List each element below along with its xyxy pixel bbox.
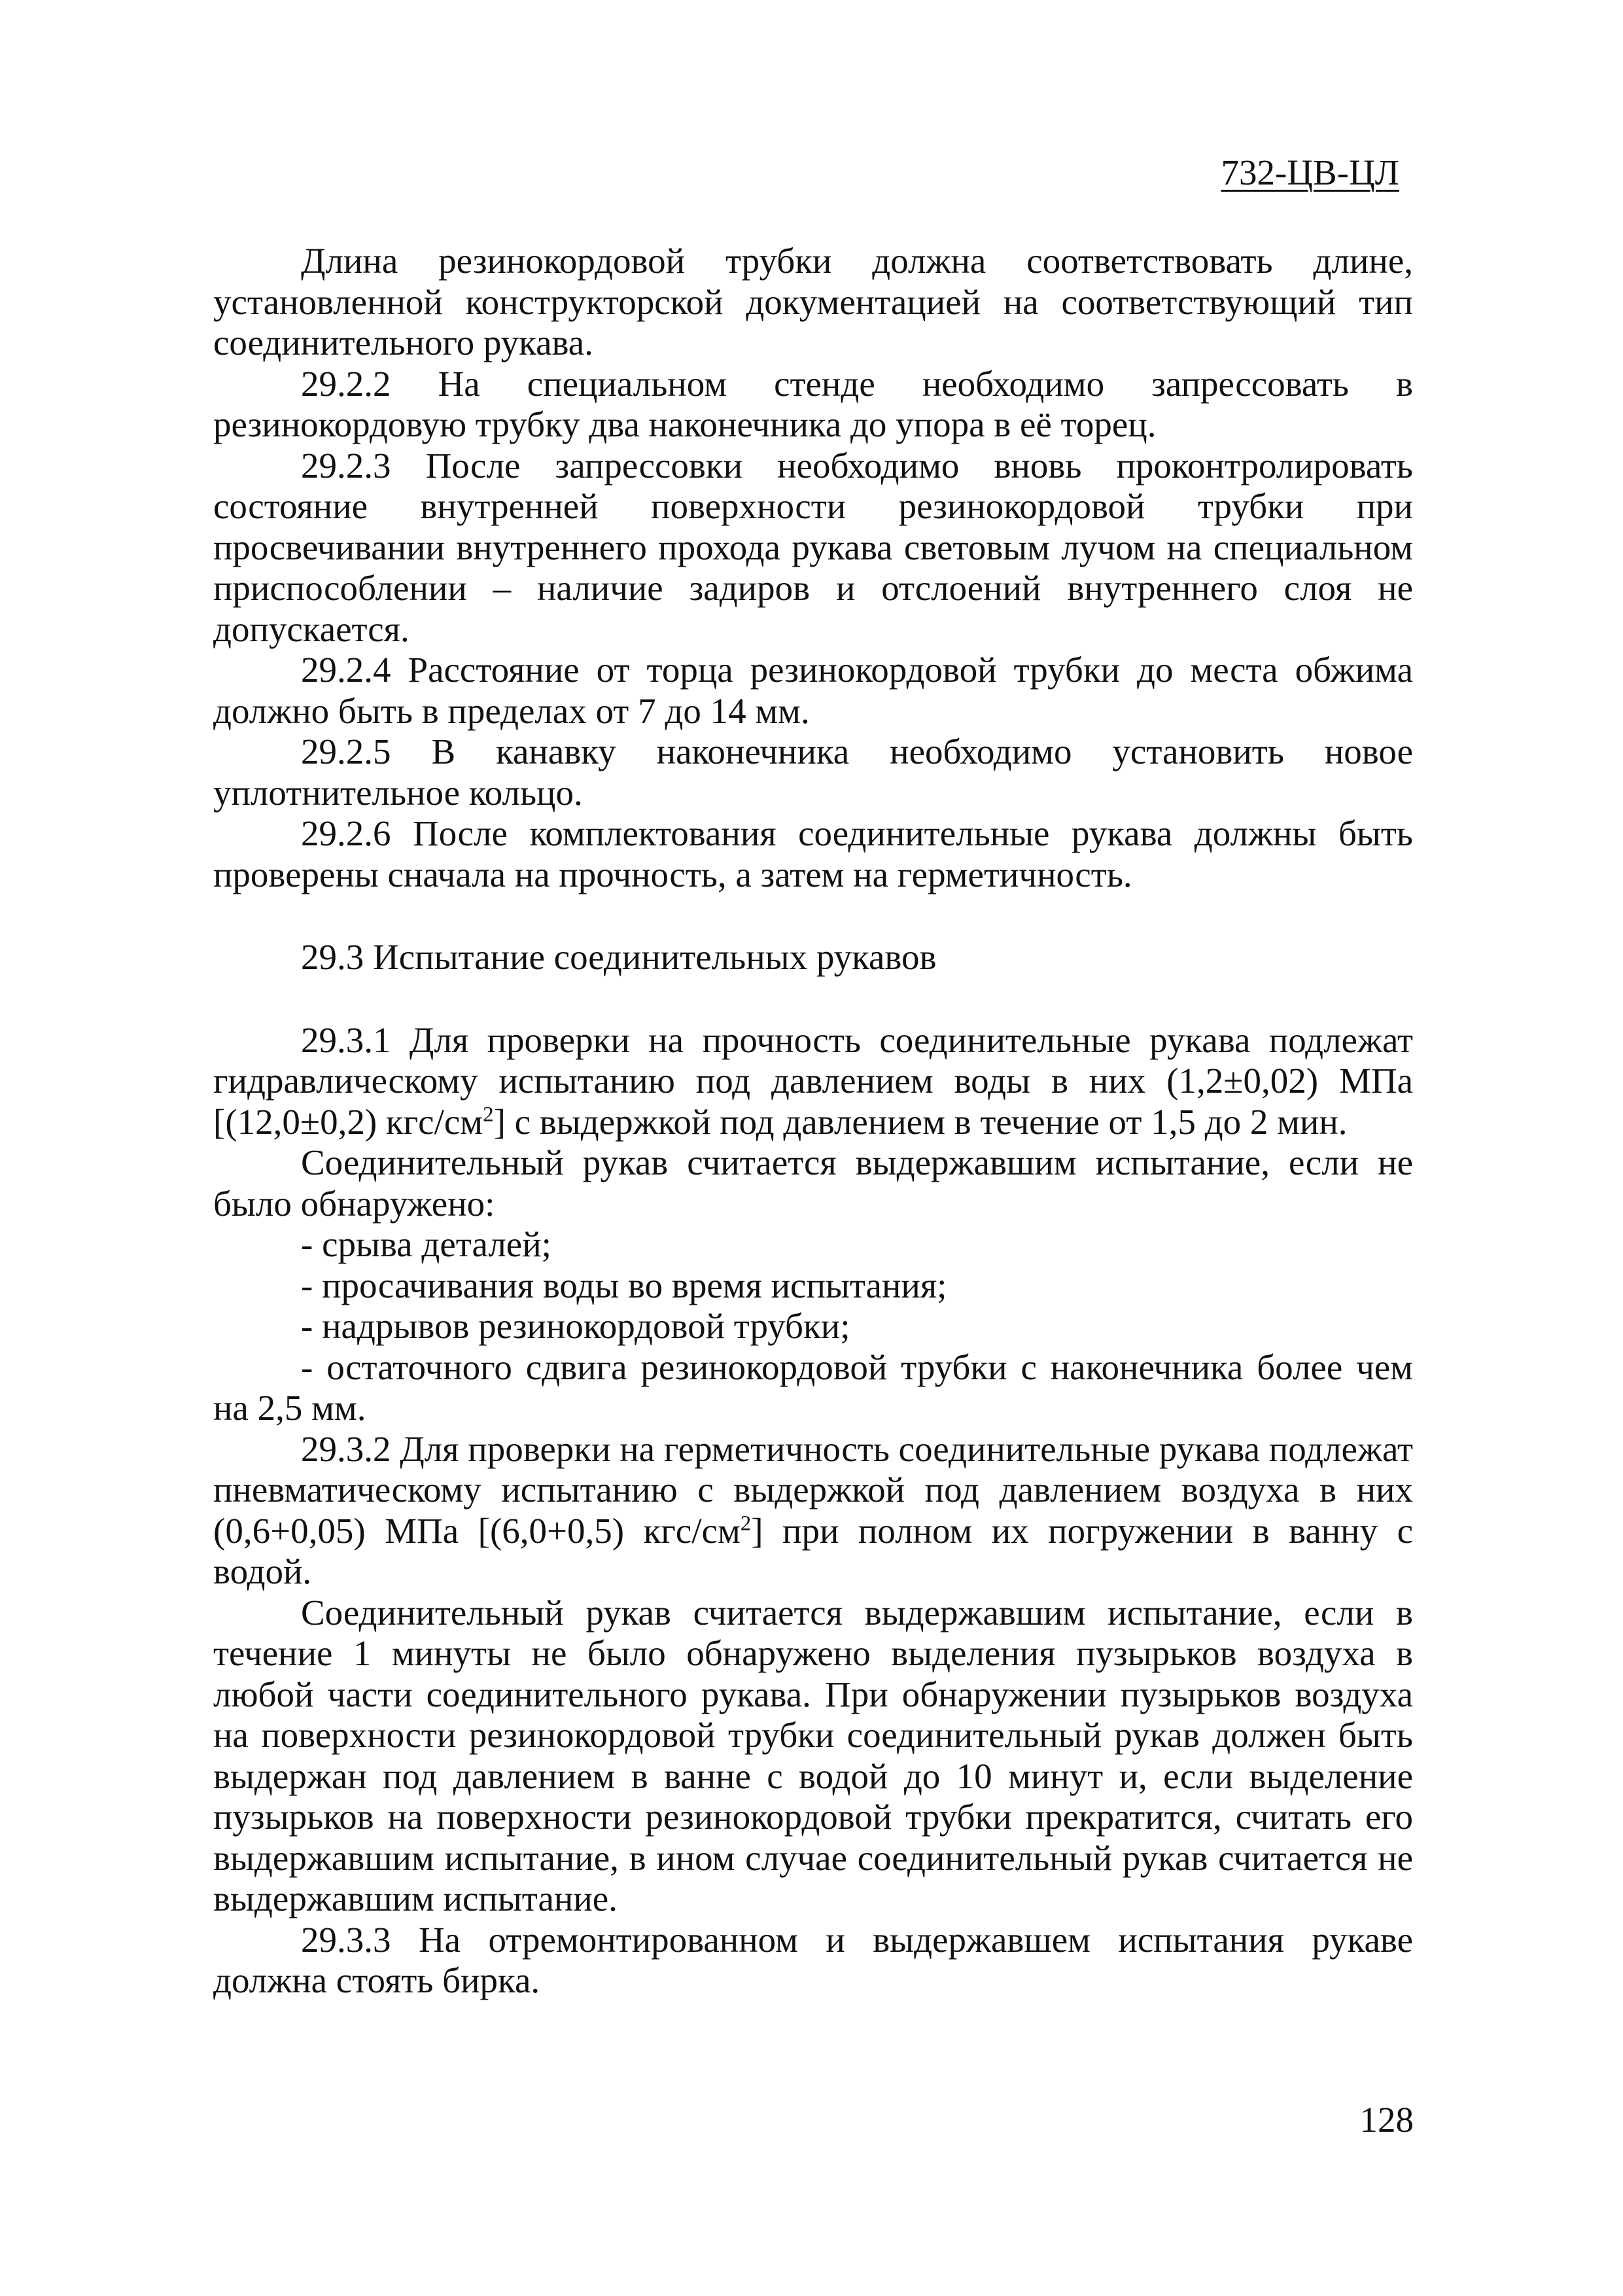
paragraph-29-2-4: 29.2.4 Расстояние от торца резинокордовой трубки до места обжима должно быть в пределах от 7 до 14 мм.	[213, 650, 1413, 731]
document-body	[213, 241, 1413, 2002]
paragraph-passed-conditions: Соединительный рукав считается выдержавшим испытание, если не было обнаружено:	[213, 1142, 1413, 1224]
unit-exponent: 2	[740, 1511, 752, 1536]
section-heading-29-3: 29.3 Испытание соединительных рукавов	[301, 937, 937, 977]
list-item-parts-breakaway: - срыва деталей;	[301, 1224, 551, 1264]
unit-exponent: 2	[483, 1103, 494, 1127]
paragraph-29-2-6: 29.2.6 После комплектования соединительные рукава должны быть проверены сначала на прочность, а затем на герметичность.	[213, 813, 1413, 894]
paragraph-tube-length: Длина резинокордовой трубки должна соответствовать длине, установленной конструкторской документацией на соответствующий тип соединительного рукава.	[213, 241, 1413, 362]
paragraph-29-2-3: 29.2.3 После запрессовки необходимо вновь проконтролировать состояние внутренней поверхности резинокордовой трубки при просвечивании внутреннего прохода рукава световым лучом на специальном приспособлении – наличие задиров и отслоений внутреннего слоя не допускается.	[213, 445, 1413, 649]
paragraph-air-bubbles: Соединительный рукав считается выдержавшим испытание, если в течение 1 минуты не было обнаружено выделения пузырьков воздуха в любой части соединительного рукава. При обнаружении пузырьков воздуха на поверхности резинокордовой трубки соединительный рукав должен быть выдержан под давлением в ванне с водой до 10 минут и, если выделение пузырьков на поверхности резинокордовой трубки прекратится, считать его выдержавшим испытание, в ином случае соединительный рукав считается не выдержавшим испытание.	[213, 1592, 1413, 1918]
paragraph-29-3-3: 29.3.3 На отремонтированном и выдержавшем испытания рукаве должна стоять бирка.	[213, 1919, 1413, 2000]
paragraph-29-3-1: 29.3.1 Для проверки на прочность соединительные рукава подлежат гидравлическому испытанию под давлением воды в них (1,2±0,02) МПа [(12,0±0,2) кгс/$см^2$] с выдержкой под давлением в течение от 1,5 до 2 мин.	[213, 1019, 1413, 1142]
paragraph-29-3-2: 29.3.2 Для проверки на герметичность соединительные рукава подлежат пневматическому испытанию с выдержкой под давлением воздуха в них (0,6+0,05) МПа [(6,0+0,5) кгс/$см^2$] при полном их погружении в ванну с водой.	[213, 1428, 1413, 1591]
list-item-residual-shift: - остаточного сдвига резинокордовой трубки с наконечника более чем на 2,5 мм.	[213, 1347, 1413, 1428]
paragraph-29-2-2: 29.2.2 На специальном стенде необходимо запрессовать в резинокордовую трубку два наконечника до упора в её торец.	[213, 363, 1413, 444]
page-number: 128	[1359, 2100, 1414, 2140]
list-item-tube-tears: - надрывов резинокордовой трубки;	[301, 1306, 850, 1346]
paragraph-29-2-5: 29.2.5 В канавку наконечника необходимо установить новое уплотнительное кольцо.	[213, 732, 1413, 813]
list-item-water-seepage: - просачивания воды во время испытания;	[301, 1265, 947, 1305]
document-code: 732-ЦВ-ЦЛ	[1221, 152, 1399, 192]
